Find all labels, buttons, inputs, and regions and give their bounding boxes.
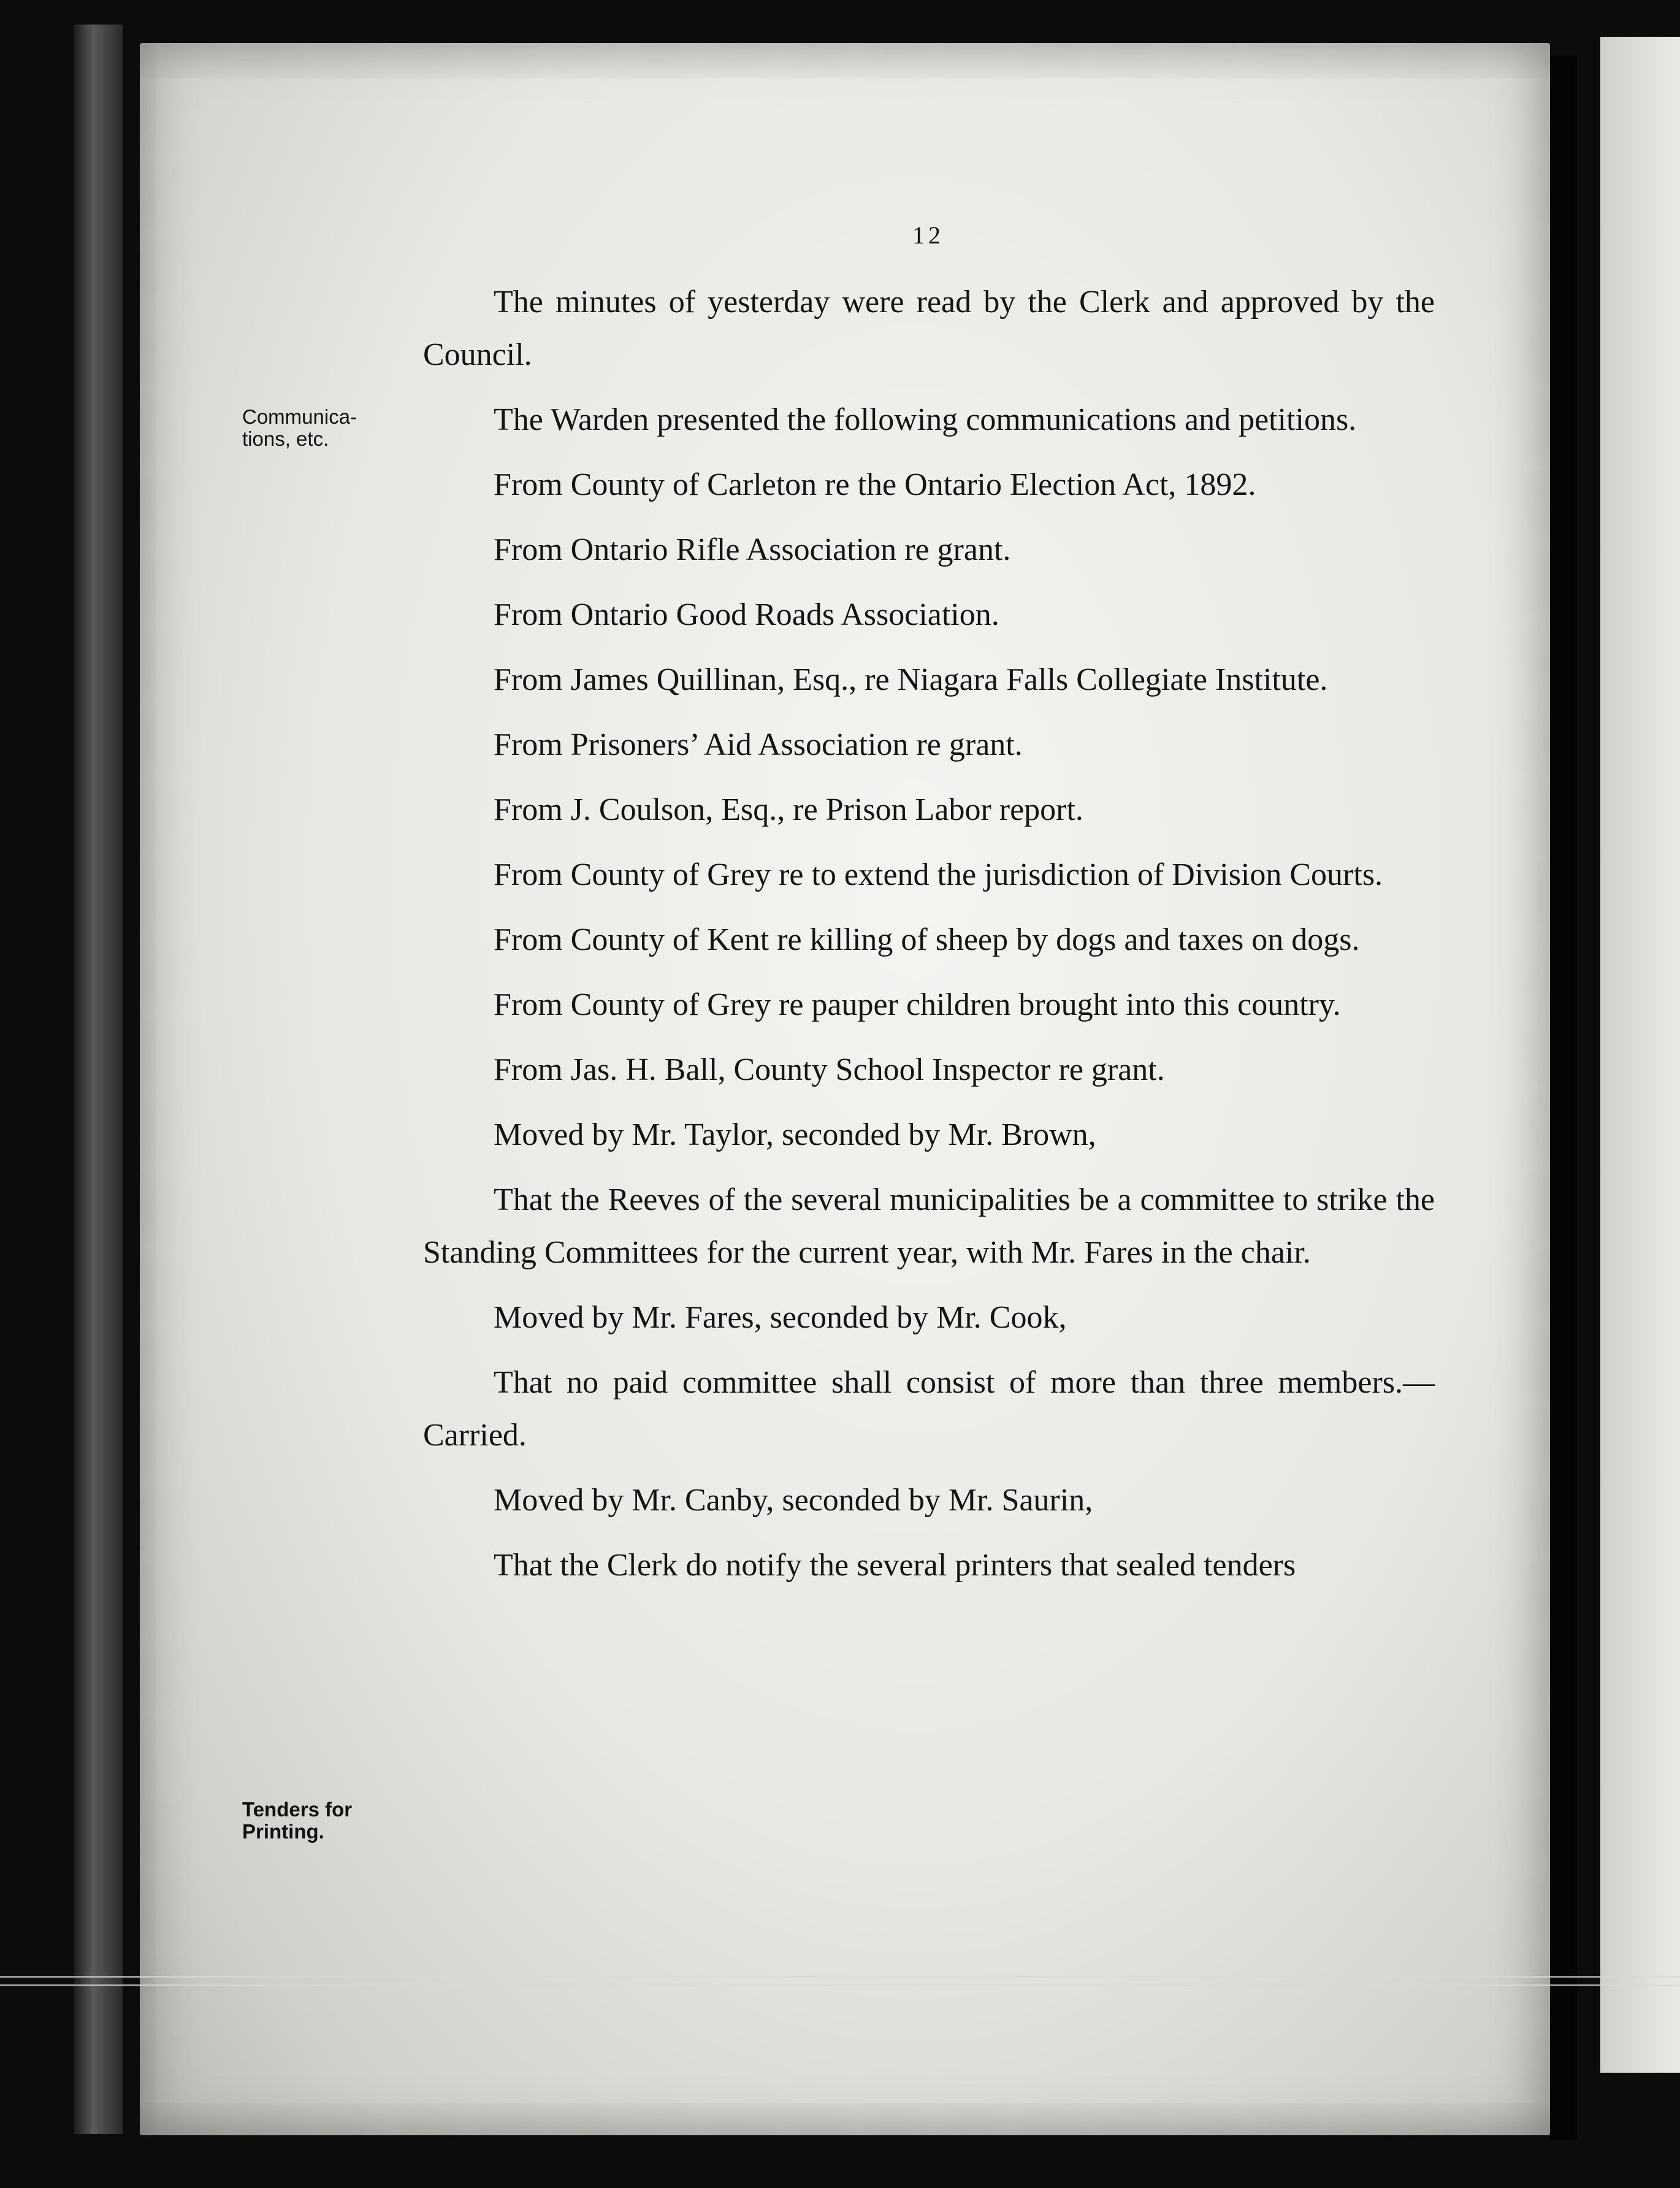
paragraph: That the Reeves of the several municipalities be a committee to strike the Standing Committees for the current year, with Mr. Fares in the chair. [423, 1182, 1435, 1270]
scan-line [0, 1976, 1680, 1978]
paragraph: Moved by Mr. Taylor, seconded by Mr. Brown, [494, 1117, 1096, 1152]
paragraph: From County of Grey re pauper children brought into this country. [494, 987, 1341, 1022]
paragraph: From County of Grey re to extend the jurisdiction of Division Courts. [494, 857, 1383, 892]
document-body [423, 276, 1435, 1604]
book-binding-edge [74, 25, 123, 2134]
margin-note-tenders: Tenders for Printing. [242, 1798, 353, 1843]
paragraph: From J. Coulson, Esq., re Prison Labor report. [494, 792, 1083, 827]
paragraph: From Ontario Good Roads Association. [494, 597, 999, 632]
paragraph: From Ontario Rifle Association re grant. [494, 532, 1011, 567]
page-gutter [1550, 55, 1577, 2140]
paragraph: Moved by Mr. Canby, seconded by Mr. Saurin, [494, 1483, 1093, 1518]
paragraph: That no paid committee shall consist of more than three members.—Carried. [423, 1365, 1435, 1453]
adjacent-page-fragment [1600, 37, 1680, 2073]
paragraph: From James Quillinan, Esq., re Niagara Falls Collegiate Institute. [494, 662, 1328, 697]
paragraph: That the Clerk do notify the several printers that sealed tenders [494, 1548, 1296, 1583]
page-number: 12 [912, 221, 944, 249]
paragraph: From Prisoners’ Aid Association re grant. [494, 727, 1023, 762]
paragraph: The Warden presented the following communications and petitions. [494, 402, 1357, 437]
paragraph: Moved by Mr. Fares, seconded by Mr. Cook, [494, 1300, 1067, 1335]
paragraph: From County of Kent re killing of sheep by dogs and taxes on dogs. [494, 922, 1360, 957]
margin-note-communications: Communica-tions, etc. [242, 405, 357, 450]
paragraph: The minutes of yesterday were read by the Clerk and approved by the Council. [423, 285, 1435, 372]
paragraph: From County of Carleton re the Ontario Election Act, 1892. [494, 467, 1256, 502]
paragraph: From Jas. H. Ball, County School Inspector re grant. [494, 1052, 1165, 1087]
scan-line [0, 1984, 1680, 1986]
